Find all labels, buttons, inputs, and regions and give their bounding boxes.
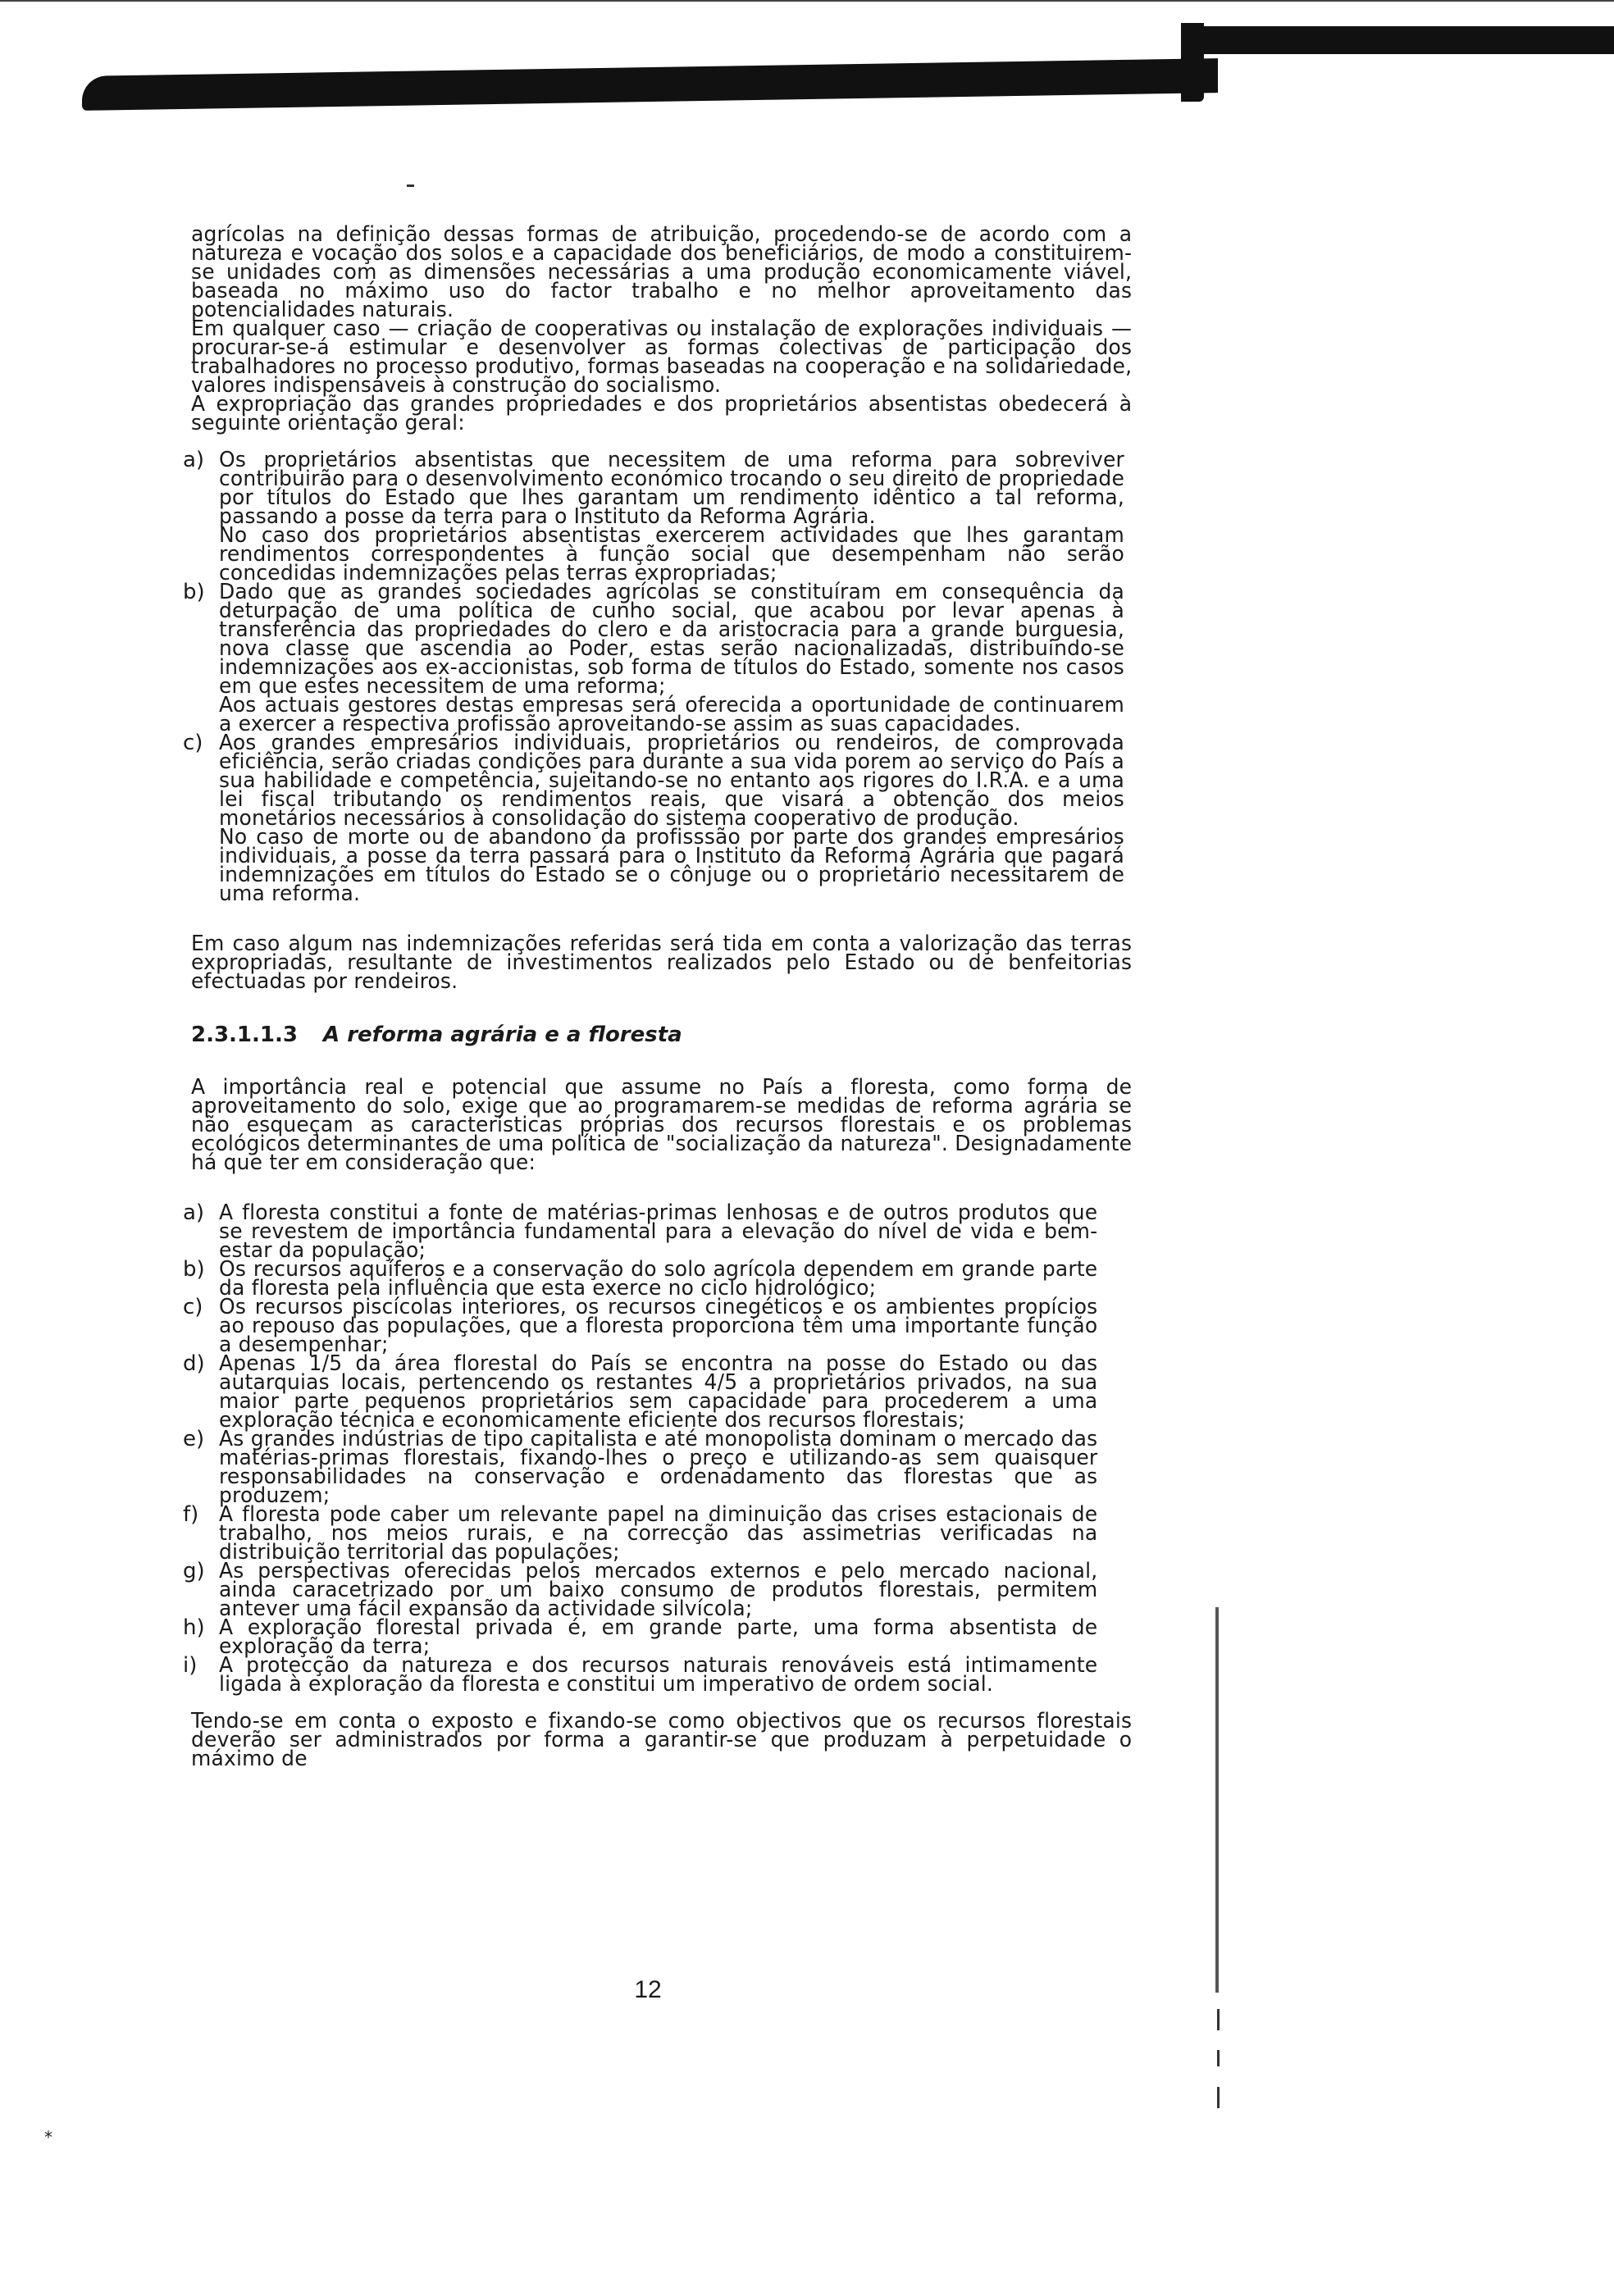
list-item-text: Dado que as grandes sociedades agrícolas se constituíram em consequência da deturpação de uma política de cunho social, que acabou por levar apenas à transferência das propriedades do clero e da aristocracia para a grande burguesia, nova classe que ascendia ao Poder, estas serão nacionalizadas, distribuindo-se indemnizações aos ex-accionistas, sob forma de títulos do Estado, somente nos casos em que estes necessitem de uma reforma;: [219, 580, 1124, 699]
intro-paragraph: A expropriação das grandes propriedades e dos proprietários absentistas obedecerá à seguinte orientação geral:: [191, 392, 1133, 435]
list-item: [183, 1502, 1134, 1565]
list-marker: d): [183, 1351, 205, 1376]
list-item: [183, 1559, 1134, 1621]
scan-mark: [1217, 2087, 1220, 2108]
list-item: [183, 1653, 1134, 1697]
list-marker: e): [183, 1427, 205, 1451]
list-item: [183, 1351, 1134, 1433]
list-marker: c): [183, 1295, 203, 1319]
section-number: 2.3.1.1.3: [191, 1023, 298, 1047]
intro-paragraph: Em qualquer caso — criação de cooperativas ou instalação de explorações individuais — procurar-se-á estimular e desenvolver as formas colectivas de participação dos trabalhadores no processo produtivo, formas baseadas na cooperação e na solidariedade, valores indispensáveis à construção do socialismo.: [191, 317, 1133, 398]
list-item-text: Apenas 1/5 da área florestal do País se encontra na posse do Estado ou das autarquias locais, pertencendo os restantes 4/5 a proprietários privados, na sua maior parte pequenos proprietários sem capacidade para procederem a uma exploração técnica e economicamente eficiente dos recursos florestais;: [219, 1351, 1098, 1433]
list-item-text: A protecção da natureza e dos recursos naturais renováveis está intimamente ligada à exploração da floresta e constitui um imperativo de ordem social.: [219, 1653, 1098, 1697]
list-item-text: As grandes indústrias de tipo capitalista e até monopolista dominam o mercado das matérias-primas florestais, fixando-lhes o preço e utilizando-as sem quaisquer responsabilidades na conservação e ordenadamento das florestas que as produzem;: [219, 1427, 1098, 1508]
section-title: A reforma agrária e a floresta: [323, 1023, 682, 1047]
list-item-text: A floresta pode caber um relevante papel na diminuição das crises estacionais de trabalho, nos meios rurais, e na correcção das assimetrias verificadas na distribuição territorial das populações;: [219, 1502, 1098, 1565]
list-item-text: Os recursos piscícolas interiores, os recursos cinegéticos e os ambientes propícios ao repouso das populações, que a floresta proporciona têm uma importante função a desempenhar;: [219, 1295, 1098, 1357]
list-item-text: No caso de morte ou de abandono da profisssão por parte dos grandes empresários individuais, a posse da terra passará para o Instituto da Reforma Agrária que pagará indemnizações em títulos do Estado se o cônjuge ou o proprietário necessitarem de uma reforma.: [219, 825, 1124, 906]
intro-paragraph: agrícolas na definição dessas formas de atribuição, procedendo-se de acordo com a natureza e vocação dos solos e a capacidade dos beneficiários, de modo a constituirem-se unidades com as dimensões necessárias a uma produção economicamente viável, baseada no máximo uso do factor trabalho e no melhor aproveitamento das potencialidades naturais.: [191, 222, 1133, 322]
list-item-text: A exploração florestal privada é, em grande parte, uma forma absentista de exploração da terra;: [219, 1615, 1098, 1659]
list-marker: b): [183, 1257, 205, 1282]
list-item: [183, 1257, 1134, 1301]
list-marker: a): [183, 1200, 205, 1225]
scan-top-edge: [0, 0, 1614, 2]
expropriation-list: [183, 448, 1134, 906]
list-marker: g): [183, 1559, 205, 1583]
forest-intro-paragraph: A importância real e potencial que assume no País a floresta, como forma de aproveitamento do solo, exige que ao programarem-se medidas de reforma agrária se não esqueçam as características próprias dos recursos florestais e os problemas ecológicos determinantes de uma política de "socialização da natureza". Designadamente há que ter em consideração que:: [191, 1075, 1133, 1175]
scan-shadow-bar-right: [1197, 26, 1614, 54]
list-marker: a): [183, 448, 205, 472]
list-item: [183, 448, 1134, 585]
list-item: [183, 1427, 1134, 1508]
list-marker: c): [183, 731, 203, 755]
list-item-text: Aos actuais gestores destas empresas será oferecida a oportunidade de continuarem a exercer a respectiva profissão aproveitando-se assim as suas capacidades.: [219, 693, 1124, 736]
closing-paragraph: Tendo-se em conta o exposto e fixando-se como objectivos que os recursos florestais deverão ser administrados por forma a garantir-se que produzam à perpetuidade o máximo de: [191, 1709, 1133, 1771]
list-item-text: Aos grandes empresários individuais, proprietários ou rendeiros, de comprovada eficiência, serão criadas condições para durante a sua vida porem ao serviço do País a sua habilidade e competência, sujeitando-se no entanto aos rigores do I.R.A. e a uma lei fiscal tributando os rendimentos reais, que visará a obtenção dos meios monetários necessários à consolidação do sistema cooperativo de produção.: [219, 731, 1124, 831]
scan-speck: ⁎: [44, 2122, 52, 2142]
scan-shadow-bar: [82, 58, 1218, 111]
list-item-text: A floresta constitui a fonte de matérias-primas lenhosas e de outros produtos que se revestem de importância fundamental para a elevação do nível de vida e bem-estar da população;: [219, 1200, 1098, 1263]
scan-mark: [1217, 2009, 1220, 2030]
list-item: [183, 580, 1134, 736]
list-marker: f): [183, 1502, 199, 1527]
list-item: [183, 1615, 1134, 1659]
list-item-text: Os proprietários absentistas que necessitem de uma reforma para sobreviver contribuirão para o desenvolvimento económico trocando o seu direito de propriedade por títulos do Estado que lhes garantam um rendimento idêntico a tal reforma, passando a posse da terra para o Instituto da Reforma Agrária.: [219, 448, 1124, 529]
list-marker: h): [183, 1615, 205, 1640]
list-item-text: No caso dos proprietários absentistas exercerem actividades que lhes garantam rendimentos correspondentes à função social que desempenham não serão concedidas indemnizações pelas terras expropriadas;: [219, 523, 1124, 585]
section-heading: [191, 1023, 1134, 1047]
list-item: [183, 731, 1134, 906]
list-marker: i): [183, 1653, 198, 1678]
indemnity-paragraph: Em caso algum nas indemnizações referidas será tida em conta a valorização das terras expropriadas, resultante de investimentos realizados pelo Estado ou de benfeitorias efectuadas por rendeiros.: [191, 932, 1133, 994]
list-marker: b): [183, 580, 205, 604]
document-body: [183, 222, 1134, 1771]
forest-considerations-list: [183, 1200, 1134, 1697]
list-item: [183, 1200, 1134, 1263]
scan-mark: [407, 184, 414, 187]
scan-right-edge: [1215, 1607, 1219, 1993]
list-item-text: Os recursos aquíferos e a conservação do solo agrícola dependem em grande parte da floresta pela influência que esta exerce no ciclo hidrológico;: [219, 1257, 1098, 1301]
list-item-text: As perspectivas oferecidas pelos mercados externos e pelo mercado nacional, ainda caracetrizado por um baixo consumo de produtos florestais, permitem antever uma fácil expansão da actividade silvícola;: [219, 1559, 1098, 1621]
page-number: 12: [634, 1976, 662, 2003]
scan-mark: [1217, 2050, 1220, 2066]
list-item: [183, 1295, 1134, 1357]
